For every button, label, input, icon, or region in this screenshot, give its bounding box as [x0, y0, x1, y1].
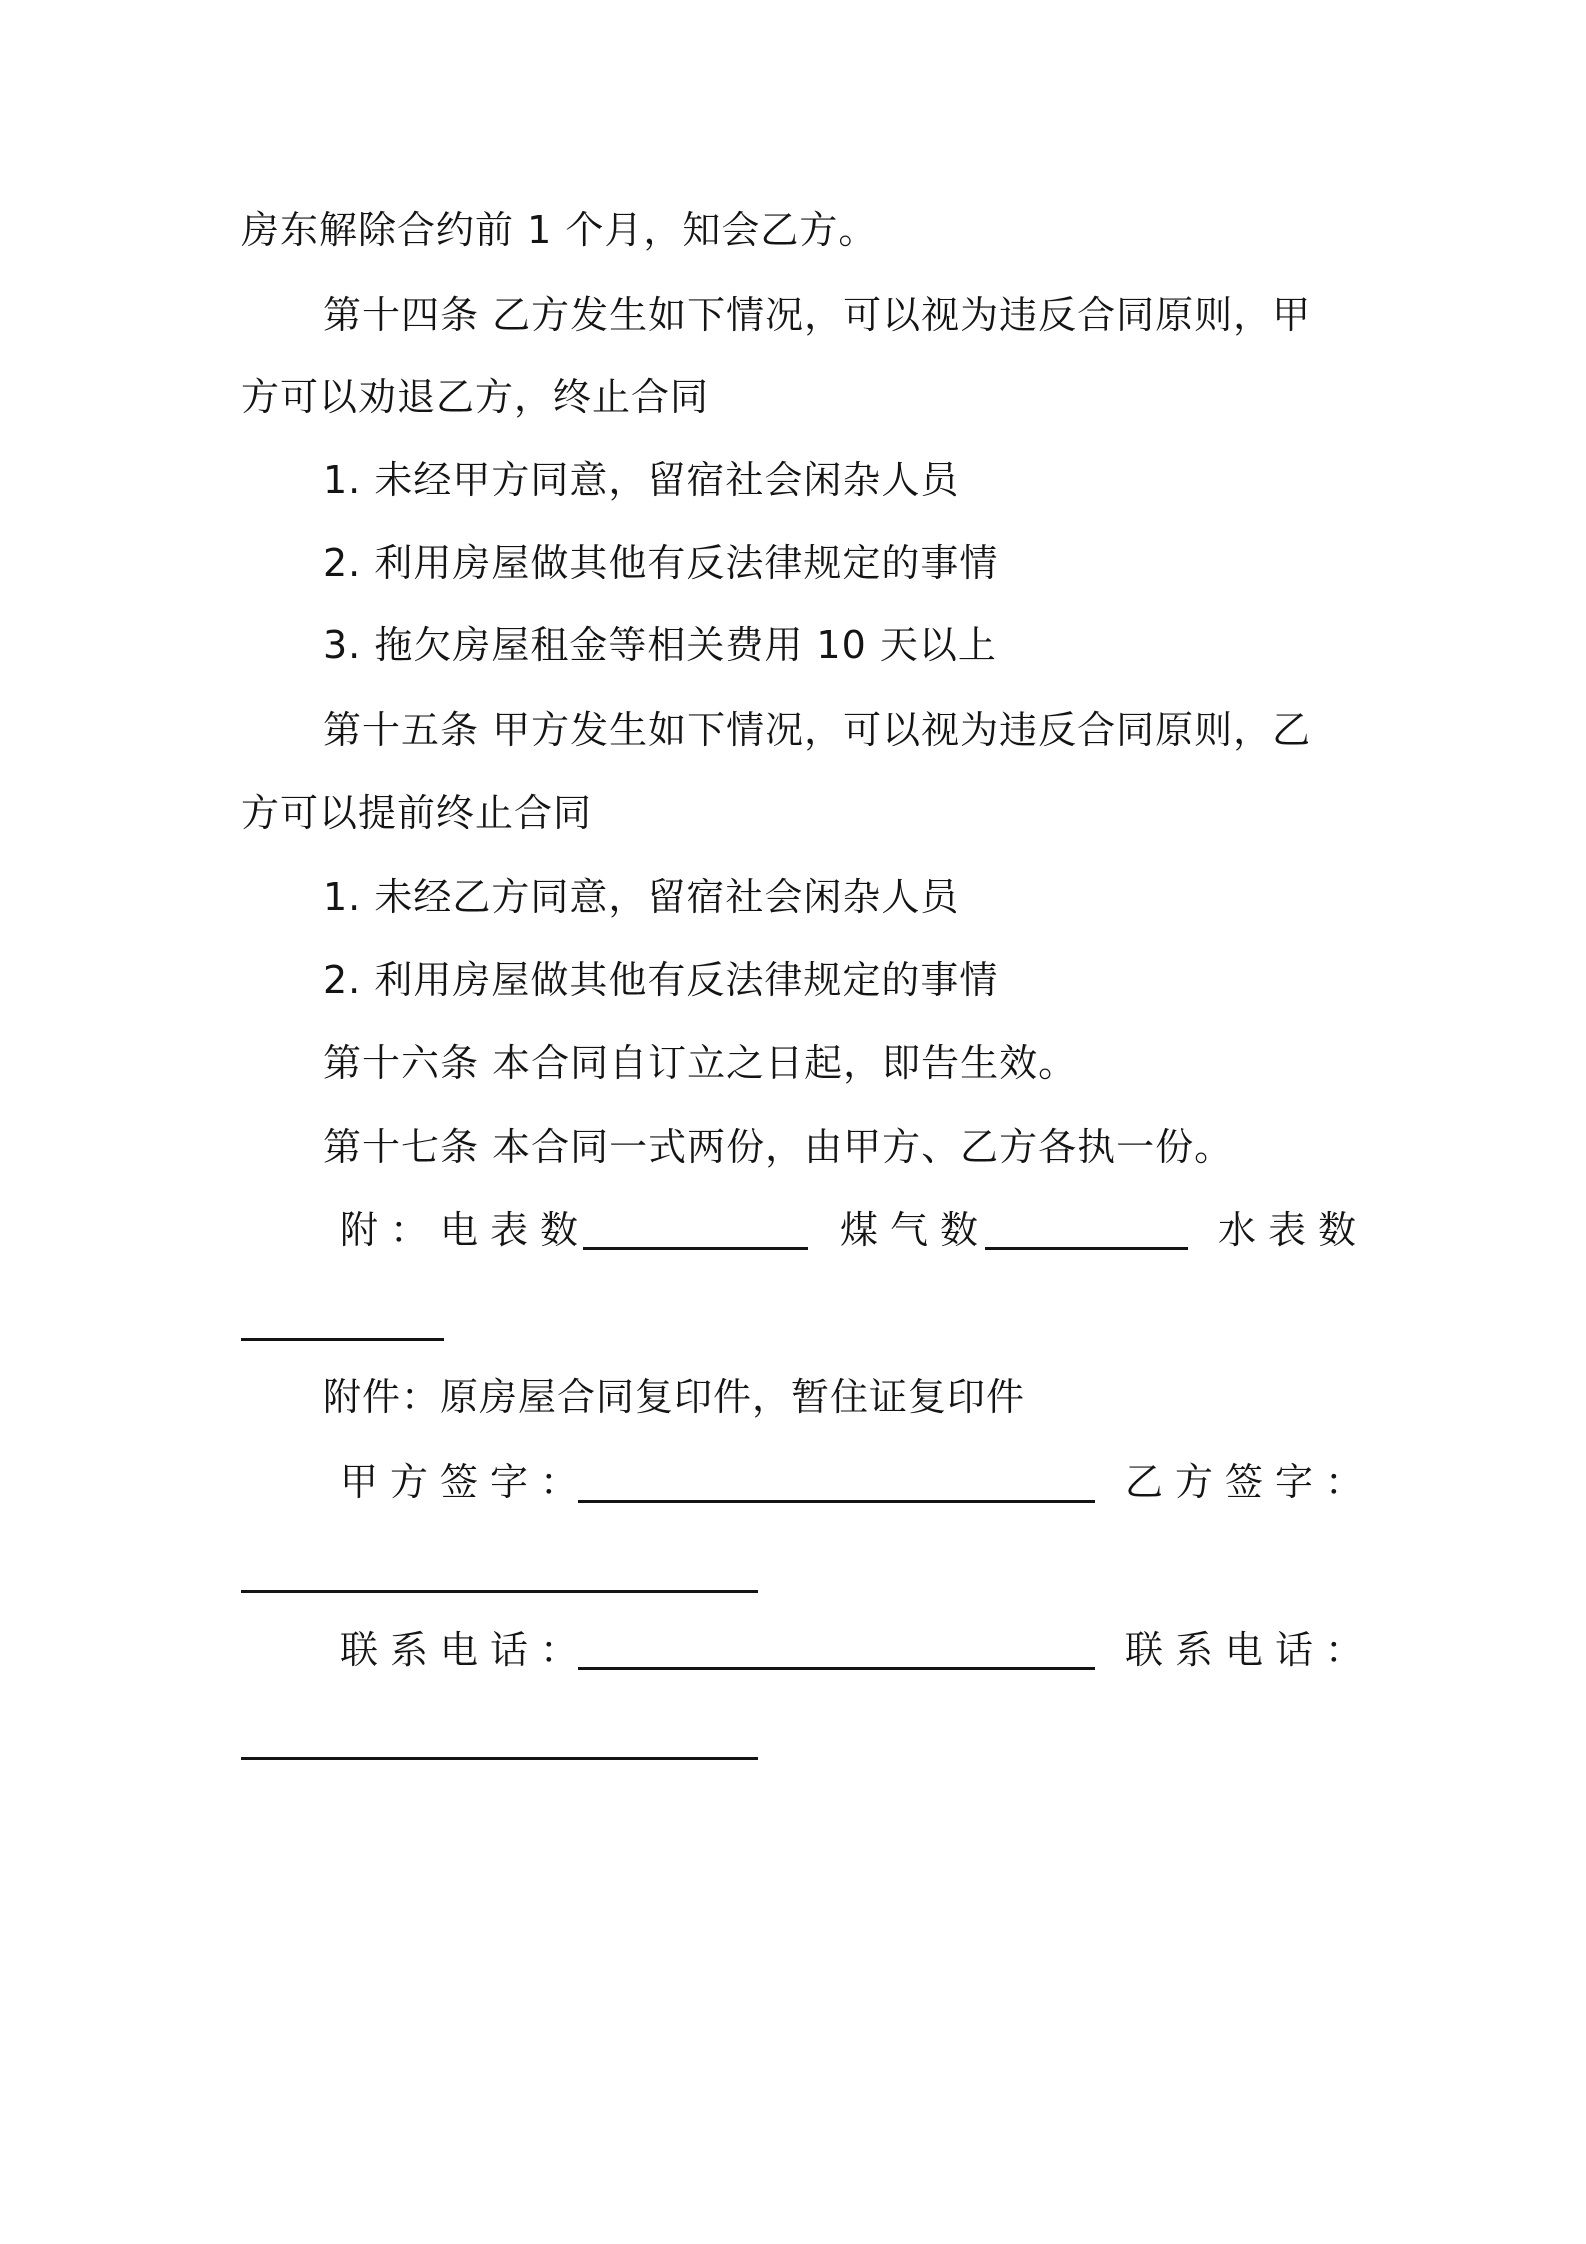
party-b-signature-blank — [241, 1590, 758, 1593]
party-a-phone-blank — [578, 1667, 1095, 1670]
list-item: 1. 未经乙方同意，留宿社会闲杂人员 — [323, 875, 960, 919]
article-17: 第十七条 本合同一式两份，由甲方、乙方各执一份。 — [323, 1125, 1234, 1169]
electric-meter-blank — [583, 1247, 808, 1250]
paragraph-line: 房东解除合约前 1 个月，知会乙方。 — [241, 208, 878, 252]
paragraph-line: 方可以劝退乙方，终止合同 — [241, 375, 710, 419]
article-15-heading: 第十五条 甲方发生如下情况，可以视为违反合同原则，乙 — [323, 708, 1312, 752]
water-meter-blank — [241, 1338, 444, 1341]
attachments-note: 附件：原房屋合同复印件，暂住证复印件 — [323, 1375, 1026, 1419]
list-item: 2. 利用房屋做其他有反法律规定的事情 — [323, 541, 999, 585]
party-a-phone-label: 联系电话： — [340, 1628, 591, 1672]
attachment-label: 附： — [340, 1208, 441, 1252]
article-14-heading: 第十四条 乙方发生如下情况，可以视为违反合同原则，甲 — [323, 293, 1312, 337]
paragraph-line: 方可以提前终止合同 — [241, 791, 593, 835]
list-item: 2. 利用房屋做其他有反法律规定的事情 — [323, 958, 999, 1002]
article-16: 第十六条 本合同自订立之日起，即告生效。 — [323, 1041, 1078, 1085]
water-meter-label: 水表数 — [1218, 1208, 1369, 1252]
gas-meter-blank — [985, 1247, 1188, 1250]
party-a-signature-label: 甲方签字： — [340, 1460, 591, 1504]
electric-meter-label: 电表数 — [440, 1208, 591, 1252]
party-b-phone-label: 联系电话： — [1125, 1628, 1376, 1672]
party-b-phone-blank — [241, 1757, 758, 1760]
party-a-signature-blank — [578, 1500, 1095, 1503]
party-b-signature-label: 乙方签字： — [1125, 1460, 1376, 1504]
gas-meter-label: 煤气数 — [840, 1208, 991, 1252]
list-item: 3. 拖欠房屋租金等相关费用 10 天以上 — [323, 623, 997, 667]
list-item: 1. 未经甲方同意，留宿社会闲杂人员 — [323, 458, 960, 502]
